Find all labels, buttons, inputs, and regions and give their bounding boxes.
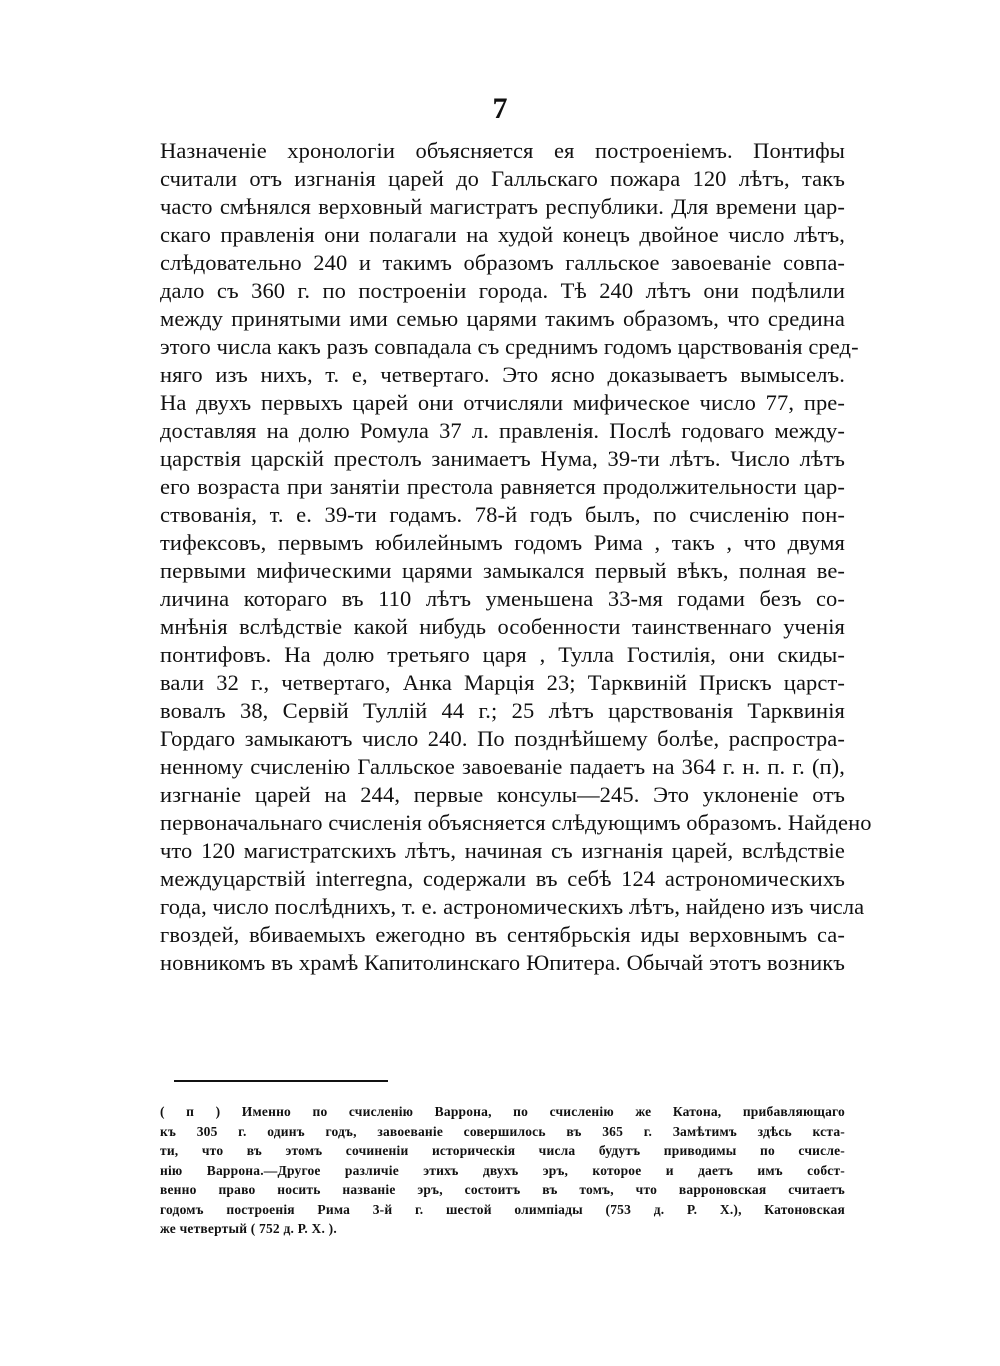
text-line: личина котораго въ 110 лѣтъ уменьшена 33-мя годами безъ со- [160, 586, 845, 611]
text-line: няго изъ нихъ, т. е, четвертаго. Это ясно доказываетъ вымыселъ. [160, 362, 845, 387]
text-line: первоначальнаго счисленія объясняется слѣдующимъ образомъ. Найдено [160, 810, 872, 835]
text-line: между принятыми ими семью царями такимъ образомъ, что средина [160, 306, 845, 331]
text-line: мнѣнія вслѣдствіе какой нибудь особенности таинственнаго ученія [160, 614, 845, 639]
text-line: скаго правленія они полагали на худой конецъ двойное число лѣтъ, [160, 222, 845, 247]
text-line: вовалъ 38, Сервій Туллій 44 г.; 25 лѣтъ царствованія Тарквинія [160, 698, 845, 723]
text-line: царствія царскій престолъ занимаетъ Нума, 39-ти лѣтъ. Число лѣтъ [160, 446, 845, 471]
footnote-line: ( п ) Именно по счисленію Варрона, по счисленію же Катона, прибавляющаго [160, 1104, 845, 1119]
main-text [160, 137, 872, 977]
footnote-separator [174, 1080, 388, 1082]
text-line: понтифовъ. На долю третьяго царя , Тулла Гостилія, они скиды- [160, 642, 845, 667]
text-line: тифексовъ, первымъ юбилейнымъ годомъ Рима , такъ , что двумя [160, 530, 845, 555]
page-number: 7 [492, 92, 508, 125]
text-line: часто смѣнялся верховный магистратъ республики. Для времени цар- [160, 194, 845, 219]
footnote [160, 1102, 845, 1239]
text-line: вали 32 г., четвертаго, Анка Марція 23; Тарквиній Прискъ царст- [160, 670, 845, 695]
text-line: ствованія, т. е. 39-ти годамъ. 78-й годъ былъ, по счисленію пон- [160, 502, 845, 527]
footnote-line: венно право носить названіе эръ, состоитъ въ томъ, что варроновская считаетъ [160, 1182, 845, 1197]
text-line: ненному счисленію Галльское завоеваніе падаетъ на 364 г. н. п. г. (п), [160, 754, 845, 779]
footnote-line: нію Варрона.—Другое различіе этихъ двухъ эръ, которое и даетъ имъ собст- [160, 1162, 845, 1178]
footnote-line: ти, что въ этомъ сочиненіи историческія числа будутъ приводимы по счисле- [160, 1143, 845, 1158]
text-line: его возраста при занятіи престола равняется продолжительности цар- [160, 474, 845, 499]
text-line: этого числа какъ разъ совпадала съ среднимъ годомъ царствованія сред- [160, 334, 859, 359]
text-line: На двухъ первыхъ царей они отчисляли мифическое число 77, пре- [160, 390, 845, 415]
footnote-line: къ 305 г. одинъ годъ, завоеваніе совершилось въ 365 г. Замѣтимъ здѣсь кста- [160, 1123, 845, 1139]
text-line: первыми мифическими царями замыкался первый вѣкъ, полная ве- [160, 558, 845, 583]
text-line: считали отъ изгнанія царей до Галльскаго пожара 120 лѣтъ, такъ [160, 166, 845, 191]
text-line: что 120 магистратскихъ лѣтъ, начиная съ изгнанія царей, вслѣдствіе [160, 838, 845, 863]
text-line: Назначеніе хронологіи объясняется ея построеніемъ. Понтифы [160, 138, 845, 163]
text-line: изгнаніе царей на 244, первые консулы—245. Это уклоненіе отъ [160, 782, 845, 807]
text-line: новникомъ въ храмѣ Капитолинскаго Юпитера. Обычай этотъ возникъ [160, 950, 845, 975]
text-line: междуцарствій interregna, содержали въ себѣ 124 астрономическихъ [160, 866, 845, 891]
footnote-line: же четвертый ( 752 д. Р. Х. ). [160, 1221, 337, 1236]
footnote-line: годомъ построенія Рима 3-й г. шестой олимпіады (753 д. Р. Х.), Катоновская [160, 1201, 845, 1217]
text-line: года, число послѣднихъ, т. е. астрономическихъ лѣтъ, найдено изъ числа [160, 894, 865, 919]
text-line: гвоздей, вбиваемыхъ ежегодно въ сентябрьскія иды верховнымъ са- [160, 922, 845, 947]
text-line: Гордаго замыкаютъ число 240. По позднѣйшему болѣе, распростра- [160, 726, 845, 751]
text-line: дало съ 360 г. по построеніи города. Тѣ 240 лѣтъ они подѣлили [160, 278, 845, 303]
text-line: доставляя на долю Ромула 37 л. правленія. Послѣ годоваго между- [160, 418, 845, 443]
text-line: слѣдовательно 240 и такимъ образомъ галльское завоеваніе совпа- [160, 250, 845, 275]
